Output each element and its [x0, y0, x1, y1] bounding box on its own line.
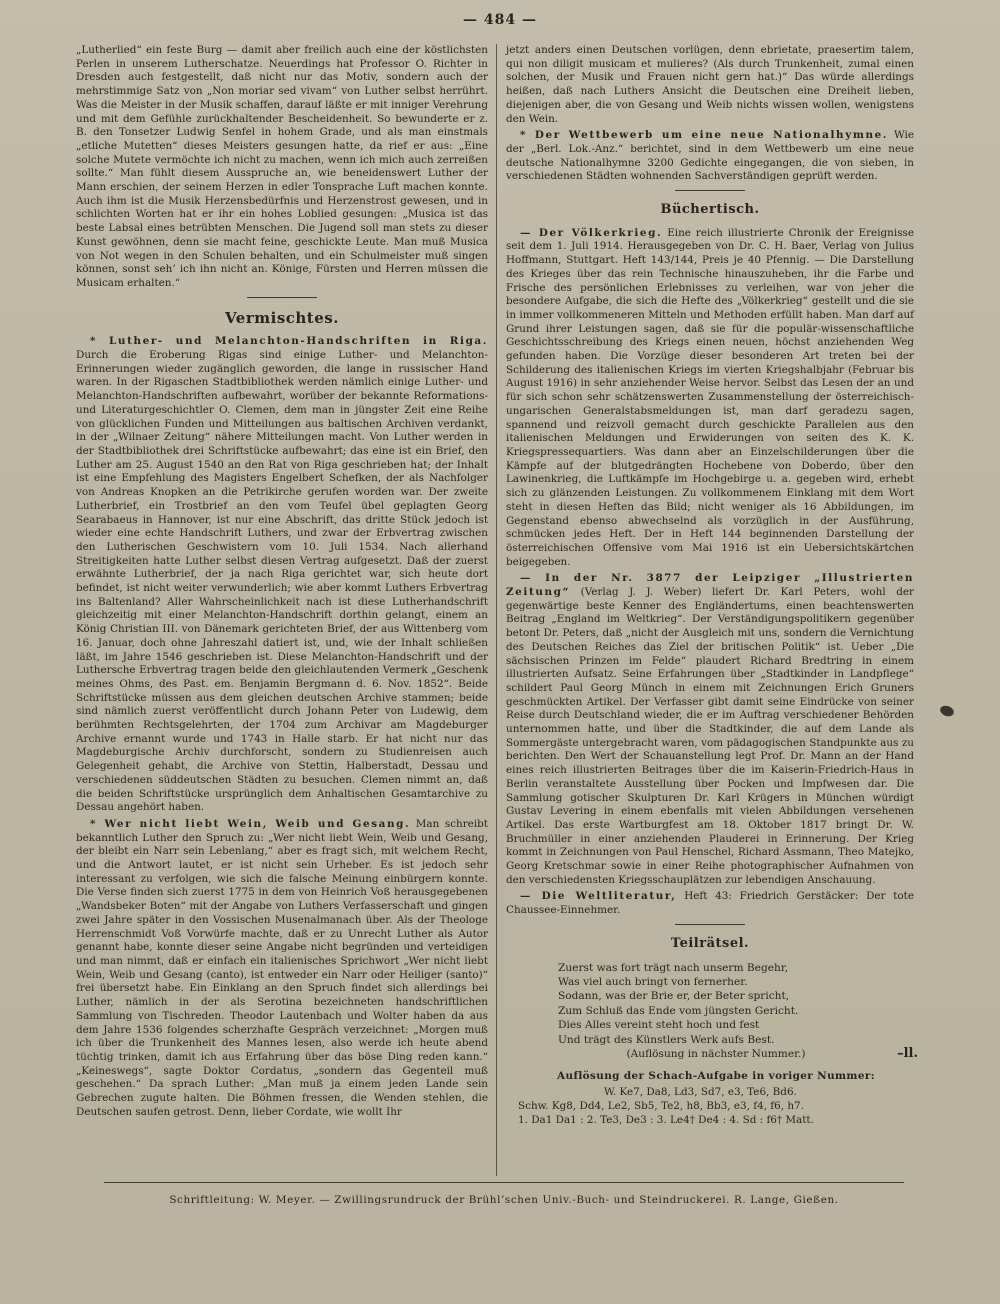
chess-moves: 1. Da1 Da1 : 2. Te3, De3 : 3. Le4† De4 : 4. Sd : f6† Matt. — [518, 1114, 814, 1127]
review-voelkerkrieg — [506, 227, 914, 570]
imprint-footer: Schriftleitung: W. Meyer. — Zwillingsrundruck der Brühl’schen Univ.-Buch- und Steindruckerei. R. Lange, Gießen. — [169, 1194, 839, 1206]
riddle-line: Sodann, was der Brie er, der Beter spricht, — [558, 990, 790, 1003]
section-heading-buechertisch: Büchertisch. — [660, 202, 760, 218]
article-lead: * Wer nicht liebt Wein, Weib und Gesang. — [90, 817, 411, 830]
continued-paragraph: jetzt anders einen Deutschen vorlügen, denn ebrietate, praesertim talem, qui non diligit musicam et mulieres? (Als durch Trunkenheit, zumal einen solchen, der Musik und Frauen nicht gern hat.)“ Das würde allerdings heißen, daß nach Luthers Ansicht die Deutschen eine Dreiheit lieben, diejenigen aber, die von Gesang und Weib nichts wissen wollen, wenigstens den Wein. — [506, 44, 914, 125]
review-lead: — In der Nr. 3877 der Leipziger „Illustrierten Zeitung“ — [506, 572, 914, 599]
article-wein-weib-gesang — [76, 818, 488, 1119]
riddle-line: Dies Alles vereint steht hoch und fest — [558, 1019, 760, 1032]
chess-solution — [518, 1069, 914, 1127]
footer-divider — [104, 1182, 904, 1183]
review-body: Heft 43: Friedrich Gerstäcker: Der tote Chaussee-Einnehmer. — [506, 890, 915, 917]
chess-white-pieces: W. Ke7, Da8, Ld3, Sd7, e3, Te6, Bd6. — [604, 1086, 797, 1099]
riddle-line: Was viel auch bringt von fernerher. — [558, 976, 748, 988]
chess-black-pieces: Schw. Kg8, Dd4, Le2, Sb5, Te2, h8, Bb3, e3, f4, f6, h7. — [518, 1100, 804, 1113]
riddle-solution-note: (Auflösung in nächster Nummer.) — [626, 1048, 806, 1061]
ink-blot — [939, 704, 956, 718]
article-lead: * Der Wettbewerb um eine neue Nationalhymne. — [520, 129, 889, 142]
review-body: Eine reich illustrierte Chronik der Ereignisse seit dem 1. Juli 1914. Herausgegeben von Dr. C. H. Baer, Verlag von Julius Hoffmann, Stuttgart. Heft 143/144, Preis je 40 Pfennig. — Die Darstellung des Krieges über das rein Technische hinauszuheben, ihr die Farbe und Frische des persönlichen Erlebnisses zu verleihen, war von jeher die besondere Aufgabe, die sich die Hefte des „Völkerkrieg“ gestellt und die sie in immer vollkommeneren Mitteln und Methoden erfüllt haben. Man darf auf Grund ihrer Leistungen sagen, daß sie für die populär-wissenschaftliche Geschichtsschreibung des Kriegs einen neuen, höchst anziehenden Weg gefunden haben. Die Vorzüge dieser besonderen Art treten bei der Schilderung des italienischen Kriegs im vierten Kriegshalbjahr (Februar bis August 1916) in sehr anziehender Weise hervor. Selbst das Lesen der an und für sich schon sehr schätzenswerten Zusammenstellung der österreichisch-ungarischen Generalstabsmeldungen ist, man darf geradezu sagen, spannend und reizvoll gemacht durch geschickte Parallelen aus den italienischen Meldungen und Erwiderungen von seiten des K. K. Kriegspressequartiers. Was dann aber an Einzelschilderungen über die Kämpfe auf der blutgedrängten Hochebene von Doberdo, über den Lawinenkrieg, die Luftkämpfe im Hochgebirge u. a. gegeben wird, erhebt sich zu glänzenden Leistungen. Zu vollkommenem Einklang mit dem Wort steht in diesen Heften das Bild; nicht weniger als 16 Abbildungen, im Gegenstand ebenso abwechselnd als vorzüglich in der Ausführung, schmücken jedes Heft. Der in Heft 144 beginnenden Darstellung der österreichischen Offensive vom Mai 1916 ist ein Uebersichtskärtchen beigegeben. — [506, 226, 915, 568]
review-lead: — Die Weltliteratur, — [520, 890, 677, 903]
review-weltliteratur — [506, 890, 914, 917]
page-number: — 484 — — [463, 12, 537, 28]
section-divider — [247, 297, 317, 298]
luther-music-paragraph: „Lutherlied“ ein feste Burg — damit aber freilich auch eine der köstlichsten Perlen in unserem Lutherschatze. Neuerdings hat Professor O. Richter in Dresden auch festgestellt, daß nicht nur das Motiv, sondern auch der mehrstimmige Satz von „Non moriar sed vivam“ von Luther selbst herrührt. Was die Meister in der Musik schaffen, darauf läßte er mit inniger Verehrung und mit dem Gefühle zurückhaltender Bescheidenheit. So bewunderte er z. B. den Tonsetzer Ludwig Senfel in hohem Grade, und als man einstmals „etliche Mutetten“ dieses Meisters gesungen hatte, da rief er aus: „Eine solche Mutete vermöchte ich nicht zu machen, wenn ich mich auch zerreißen sollte.“ Man fühlt diesem Ausspruche an, wie beneidenswert Luther der Mann erschien, der seinem Herzen in edler Tonsprache Luft machen konnte. Auch ihm ist die Musik Herzensbedürfnis und Herzenstrost gewesen, und in schlichten Worten hat er ihr ein hohes Loblied gesungen: „Musica ist das beste Labsal eines betrübten Menschen. Die Jugend soll man stets zu dieser Kunst gewöhnen, denn sie macht feine, geschickte Leute. Man muß Musica von Not wegen in den Schulen behalten, und ein Schulmeister muß singen können, sonst seh’ ich ihn nicht an. Könige, Fürsten und Herren müssen die Musicam erhalten.“ — [76, 44, 488, 289]
review-lead: — Der Völkerkrieg. — [520, 226, 663, 239]
article-body: Man schreibt bekanntlich Luther den Spruch zu: „Wer nicht liebt Wein, Weib und Gesang, der bleibt ein Narr sein Lebenlang,“ aber es fragt sich, mit welchem Recht, und die Antwort lautet, er ist nicht sein Urheber. Es ist jedoch sehr interessant zu verfolgen, wie sich die falsche Meinung einbürgern konnte. Die Verse finden sich zuerst 1775 in dem von Heinrich Voß herausgegebenen „Wandsbeker Boten“ mit der Angabe von Luthers Verfasserschaft und gingen zwei Jahre später in den Vossischen Musenalmanach über. Als der Theologe Herrenschmidt Voß Vorwürfe machte, daß er zu Unrecht Luther als Autor genannt habe, konnte dieser seine Angabe nicht begründen und verteidigen und man nimmt, daß er einfach ein italienisches Sprichwort „Wer nicht liebt Wein, Weib und Gesang (canto), ist entweder ein Narr oder Heiliger (santo)“ frei übersetzt habe. Ein Einklang an den Spruch findet sich allerdings bei Luther, nämlich in der als Serotina bezeichneten handschriftlichen Sammlung von Tischreden. Theodor Lautenbach und Wolter haben da aus dem Jahre 1536 folgendes scherzhafte Gespräch verzeichnet: „Morgen muß ich über die Trunkenheit des Mannes lesen, also werde ich heute abend tüchtig trinken, damit ich aus Erfahrung über das böse Ding reden kann.“ „Keineswegs“, sagte Doktor Cordatus, „sondern das Gegenteil muß geschehen.“ Da sprach Luther: „Man muß ja einem jeden Lande sein Gebrechen zugute halten. Die Böhmen fressen, die Wenden stehlen, die Deutschen saufen getrost. Denn, lieber Cordate, wie wollt Ihr — [76, 817, 488, 1118]
section-divider — [675, 924, 745, 925]
riddle-line: Und trägt des Künstlers Werk aufs Best. — [558, 1033, 775, 1046]
column-divider — [496, 44, 497, 1176]
left-column — [76, 44, 488, 1122]
article-body: Durch die Eroberung Rigas sind einige Luther- und Melanchton-Erinnerungen wieder zugänglich geworden, die lange in russischer Hand waren. In der Rigaschen Stadtbibliothek werden nämlich einige Luther- und Melanchton-Handschriften aufbewahrt, worüber der bekannte Reformations- und Literaturgeschichtler O. Clemen, dem man in jüngster Zeit eine Reihe von glücklichen Funden und Mitteilungen aus baltischen Archiven verdankt, in der „Wilnaer Zeitung“ nähere Mitteilungen macht. Von Luther werden in der Stadtbibliothek drei Schriftstücke aufbewahrt; das eine ist ein Brief, den Luther am 25. August 1540 an den Rat von Riga geschrieben hat; der Inhalt ist eine Empfehlung des Magisters Engelbert Schefken, der als Nachfolger von Andreas Knopken an die Petrikirche gerufen worden war. Der zweite Lutherbrief, ein Trostbrief an den vom Teufel übel geplagten Georg Searabaeus in Hannover, ist nur eine Abschrift, das dritte Stück jedoch ist wieder eine echte Handschrift Luthers, und zwar der Erbvertrag zwischen den Lutherischen Geschwistern vom 10. Juli 1534. Nach allerhand Streitigkeiten hatte Luther selbst diesen Vertrag aufgesetzt. Daß der zuerst erwähnte Lutherbrief, der ja nach Riga gerichtet war, sich heute dort befindet, ist nicht weiter verwunderlich; wie aber kommt Luthers Erbvertrag ins Baltenland? Aller Wahrscheinlichkeit nach ist diese Lutherhandschrift gleichzeitig mit einer Melanchton-Handschrift dorthin gelangt, einem an König Christian III. von Dänemark gerichteten Brief, der aus Wittenberg vom 16. Januar, doch ohne Jahreszahl datiert ist, und, wie der Inhalt schließen läßt, im Jahre 1546 geschrieben ist. Diese Melanchton-Handschrift und der Luthersche Erbvertrag tragen beide den gleichlautenden Vermerk „Geschenk meines Ohms, des Past. em. Benjamin Bergmann d. 6. Nov. 1852“. Beide Schriftstücke müssen aus dem gleichen deutschen Archive stammen; beide sind nämlich zuerst veröffentlicht durch Johann Peter von Ludewig, dem berühmten Rechtsgelehrten, der 1704 zum Archivar am Magdeburger Archive ernannt wurde und 1743 in Halle starb. Er hat nicht nur das Magdeburgische Archiv durchforscht, sondern zu Studienreisen auch Gelegenheit gehabt, die Archive von Stettin, Halberstadt, Dessau und verschiedenen süddeutschen Städten zu besuchen. Clemen nimmt an, daß die beiden Schriftstücke ursprünglich dem Anhaltischen Gesamtarchive zu Dessau angehört haben. — [76, 349, 488, 814]
article-nationalhymne — [506, 129, 914, 184]
review-body: (Verlag J. J. Weber) liefert Dr. Karl Peters, wohl der gegenwärtige beste Kenner des Engländertums, einen beachtenswerten Beitrag „England im Weltkrieg“. Der Verständigungspolitikern gegenüber betont Dr. Peters, daß „nicht der Ausgleich mit uns, sondern die Vernichtung des Deutschen Reiches das Ziel der britischen Politik“ ist. Ueber „Die sächsischen Prinzen im Felde“ plaudert Richard Bredtring in einem illustrierten Aufsatz. Seine Erfahrungen über „Stadtkinder in Landpflege“ schildert Paul Georg Münch in einem mit Zeichnungen Erich Gruners geschmückten Artikel. Der Verfasser gibt damit seine Eindrücke von seiner Reise durch Deutschland wieder, die er im Auftrag verschiedener Behörden unternommen hatte, und über die Stadtkinder, die auf dem Lande als Sommergäste untergebracht waren, vom pädagogischen Standpunkte aus zu berichten. Den Wert der Schauanstellung legt Prof. Dr. Mann an der Hand eines reich illustrierten Beitrages über die im Kaiserin-Friedrich-Haus in Berlin veranstaltete Ausstellung über Pocken und Impfwesen dar. Die Sammlung gotischer Skulpturen Dr. Karl Krügers in München würdigt Gustav Levering in einem ebenfalls mit vielen Abbildungen versehenen Artikel. Das erste Wartburgfest am 18. Oktober 1817 bringt Dr. W. Bruchmüller in einer anziehenden Plauderei in Erinnerung. Der Krieg kommt in Zeichnungen von Paul Henschel, Richard Assmann, Theo Matejko, Georg Kretschmar sowie in einer Reihe photographischer Aufnahmen von den verschiedensten Kriegsschauplätzen zur lebendigen Anschauung. — [506, 586, 914, 886]
riddle-verse — [558, 961, 918, 1062]
section-heading-vermischtes: Vermischtes. — [225, 308, 339, 327]
riddle-line: Zum Schluß das Ende vom jüngsten Gericht. — [558, 1004, 799, 1017]
riddle-line: Zuerst was fort trägt nach unserm Begehr, — [558, 961, 789, 974]
article-body: Wie der „Berl. Lok.-Anz.“ berichtet, sind in dem Wettbewerb um eine neue deutsche Nationalhymne 3200 Gedichte eingegangen, die von sieben, in verschiedenen Städten wohnenden Sachverständigen geprüft werden. — [506, 129, 914, 183]
right-column — [506, 44, 918, 1127]
chess-solution-title: Auflösung der Schach-Aufgabe in voriger Nummer: — [557, 1070, 875, 1083]
riddle-signature: –ll. — [897, 1045, 918, 1061]
review-illustrierte-zeitung — [506, 572, 914, 887]
riddle-title: Teilrätsel. — [670, 935, 750, 951]
article-lead: * Luther- und Melanchton-Handschriften in Riga. — [90, 335, 488, 348]
section-divider — [675, 190, 745, 191]
article-luther-handschriften — [76, 335, 488, 815]
